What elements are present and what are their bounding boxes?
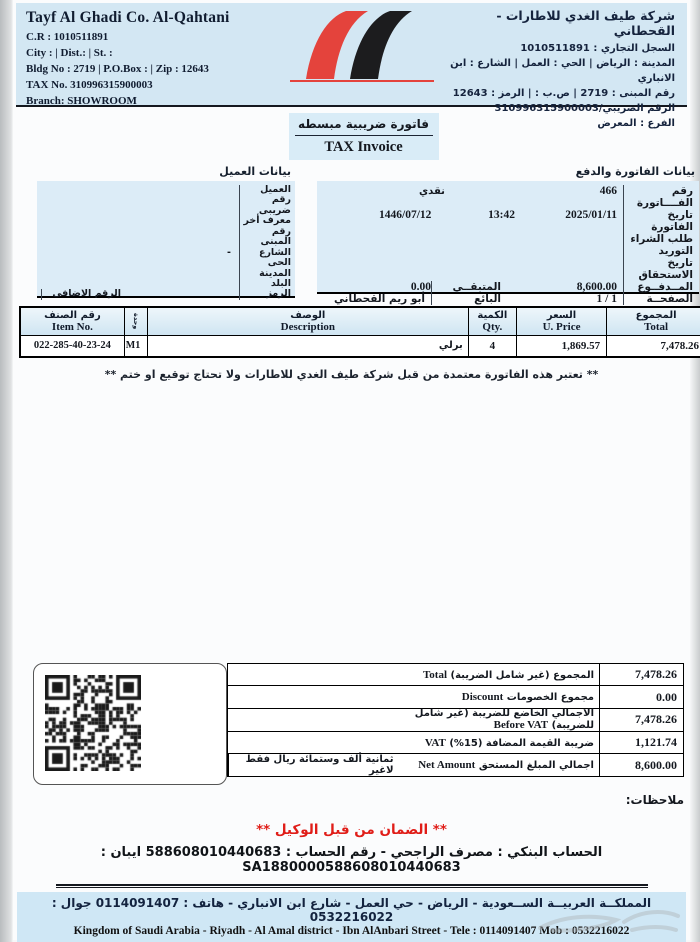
item-price-cell: 1,869.57 [516, 336, 606, 357]
title-ar: فاتورة ضريبية مبسطه [295, 117, 433, 136]
net-amount-value: 8,600.00 [599, 754, 683, 776]
customer-value [223, 269, 239, 279]
customer-value [223, 279, 239, 289]
invoice-label: تاريخ الاستحقاق [623, 257, 693, 281]
customer-row [41, 195, 291, 216]
invoice-number: 466 [599, 185, 617, 197]
city-line-en: City : | Dist.: | St. : [26, 46, 113, 59]
bank-account-line: الحساب البنكي : مصرف الراجحي - رقم الحساب : 588608010440683 ايبان : SA1880000588608010440683 [100, 845, 603, 876]
customer-row [41, 258, 291, 268]
col-total: المجموع Total [607, 307, 700, 336]
invoice-row [323, 185, 693, 209]
page-number: 1 / 1 [596, 293, 617, 305]
invoice-date: 2025/01/11 [565, 209, 617, 221]
remaining-amount: 0.00 [410, 281, 431, 293]
vat-value: 1,121.74 [599, 732, 683, 754]
customer-heading: بيانات العميل [219, 165, 291, 178]
customer-row [41, 248, 291, 258]
col-qty: الكمية Qty. [468, 307, 516, 336]
invoice-row [323, 257, 693, 281]
invoice-row [323, 293, 693, 305]
discount-value: 0.00 [599, 686, 683, 708]
customer-row [41, 289, 291, 299]
totals-row [227, 731, 684, 755]
item-total-cell: 7,478.26 [607, 336, 700, 357]
amount-in-words: ثمانية ألف وستمائة ريال فقط لاغير [228, 754, 398, 776]
invoice-heading: بيانات الفاتورة والدفع [575, 165, 695, 178]
totals-row-net [227, 753, 684, 777]
company-info-en [16, 3, 284, 105]
customer-label: معرف أخر [239, 216, 291, 226]
company-logo [284, 3, 436, 105]
customer-row [41, 227, 291, 248]
customer-label: رقم المبنى [239, 227, 291, 248]
col-unit-price: السعر U. Price [516, 307, 606, 336]
bldg-line-ar: رقم المبنى : 2719 | ص.ب : | الرمز : 12643 [452, 88, 675, 99]
cr-line-ar: السجل التجاري : 1010511891 [520, 43, 675, 54]
item-qty-cell: 4 [468, 336, 516, 357]
vat-label: ضريبة القيمة المضافة (15%) VAT [424, 736, 594, 749]
blank-area [13, 381, 690, 663]
invoice-label: المــدفــوع [623, 281, 693, 293]
customer-value [223, 216, 239, 226]
invoice-row [323, 233, 693, 245]
tax-line-ar: الرقم الضريبي/310996315900003 [494, 103, 675, 114]
totals-row [227, 708, 684, 732]
invoice-page [13, 0, 699, 940]
customer-label: المدينة [239, 269, 291, 279]
company-name-ar: شركة طيف الغدي للاطارات - القحطاني [496, 8, 675, 38]
info-section [19, 163, 695, 305]
col-item-no: رقم الصنف Item No. [20, 307, 124, 336]
customer-value [223, 258, 239, 268]
bldg-line-en: Bldg No : 2719 | P.O.Box : | Zip : 12643 [26, 62, 209, 75]
customer-label-additional: الرقم الاضافى [41, 289, 121, 299]
customer-row [41, 269, 291, 279]
payment-method: نقدي [419, 186, 445, 197]
customer-row [41, 185, 291, 195]
customer-label: الحى [239, 258, 291, 268]
branch-line-ar: الفرع : المعرض [597, 118, 675, 129]
invoice-label: رقم الفــــاتورة [623, 185, 693, 209]
invoice-row [323, 245, 693, 257]
customer-label: رقم ضريبى [239, 195, 291, 216]
invoice-label: طلب الشراء [623, 233, 693, 245]
notes-label: ملاحظات: [625, 793, 684, 808]
net-amount-label: اجمالي المبلغ المستحق Net Amount [418, 759, 594, 772]
address-footer [17, 892, 686, 942]
customer-value [121, 289, 239, 299]
title-en: TAX Invoice [324, 139, 403, 155]
summary-section [19, 663, 684, 808]
address-ar: المملكــة العربيــة الســعودية - الرياض - حي العمل - شارع ابن الانباري - هاتف : 0114091407 جوال : 0532216022 [51, 896, 652, 925]
city-line-ar: المدينة : الرياض | الحي : العمل | الشارع : ابن الانباري [450, 58, 675, 84]
invoice-row [323, 281, 693, 293]
totals-row [227, 663, 684, 687]
tax-invoice-title [289, 113, 439, 160]
col-unit: وحدة [124, 307, 147, 336]
totals-section [227, 663, 684, 808]
customer-box [37, 181, 295, 298]
before-vat-value: 7,478.26 [599, 709, 683, 731]
company-name-en: Tayf Al Ghadi Co. Al-Qahtani [26, 9, 230, 26]
invoice-time: 13:42 [488, 209, 515, 221]
invoice-label: الصفحــة [623, 293, 693, 305]
total-label: المجموع (غير شامل الضريبة) Total [422, 668, 594, 681]
cr-line-en: C.R : 1010511891 [26, 31, 109, 43]
remaining-label: المتبقــي [431, 281, 501, 293]
customer-row [41, 216, 291, 226]
customer-value [223, 185, 239, 195]
seller-name: أبو ريم القحطاني [333, 293, 425, 305]
customer-label: البلد [239, 279, 291, 289]
customer-value [223, 195, 239, 216]
divider-rule [56, 884, 648, 888]
company-info-ar [436, 3, 687, 129]
total-value: 7,478.26 [599, 664, 683, 686]
invoice-label: تاريخ الفاتورة [623, 209, 693, 233]
customer-value: - [227, 246, 231, 258]
before-vat-label: الاجمالي الخاضع للضريبة (غير شامل للضريبة) Before VAT [414, 708, 594, 732]
branch-line-en: Branch: SHOWROOM [26, 94, 137, 107]
invoice-section [317, 163, 699, 305]
item-desc-cell: برلي [147, 336, 468, 357]
hijri-date: 1446/07/12 [379, 209, 432, 221]
items-header-row [20, 307, 700, 336]
item-row [20, 336, 700, 357]
customer-label: الشارع [239, 248, 291, 258]
paid-amount: 8,600.00 [576, 281, 617, 293]
customer-section [19, 163, 295, 298]
qr-code [45, 675, 141, 771]
col-description: الوصف Description [147, 307, 468, 336]
invoice-box [317, 181, 699, 305]
tax-line-en: TAX No. 310996315900003 [26, 78, 153, 91]
address-en: Kingdom of Saudi Arabia - Riyadh - Al Amal district - Ibn AlAnbari Street - Tele : 0114091407 Mob : 0532216022 [73, 925, 630, 938]
discount-label: مجموع الخصومات Discount [461, 691, 594, 704]
approval-note: ** تعتبر هذه الفاتورة معتمدة من قبل شركة طيف الغدي للاطارات ولا تحتاج توقيع او ختم ** [104, 367, 599, 381]
qr-box [33, 663, 227, 785]
items-table [19, 306, 700, 358]
warranty-note: ** الضمان من قبل الوكيل ** [256, 822, 447, 839]
customer-value [223, 227, 239, 248]
logo-underline [290, 80, 434, 82]
item-no-cell: 022-285-40-23-24 [20, 336, 124, 357]
invoice-label: التوريد [623, 245, 693, 257]
seller-label: البائع [431, 293, 501, 305]
customer-label: الرمز [239, 289, 291, 299]
customer-label: العميل [239, 185, 291, 195]
tire-swoosh-logo-icon [302, 7, 420, 81]
invoice-row [323, 209, 693, 233]
item-unit-cell: M1 [124, 336, 147, 357]
